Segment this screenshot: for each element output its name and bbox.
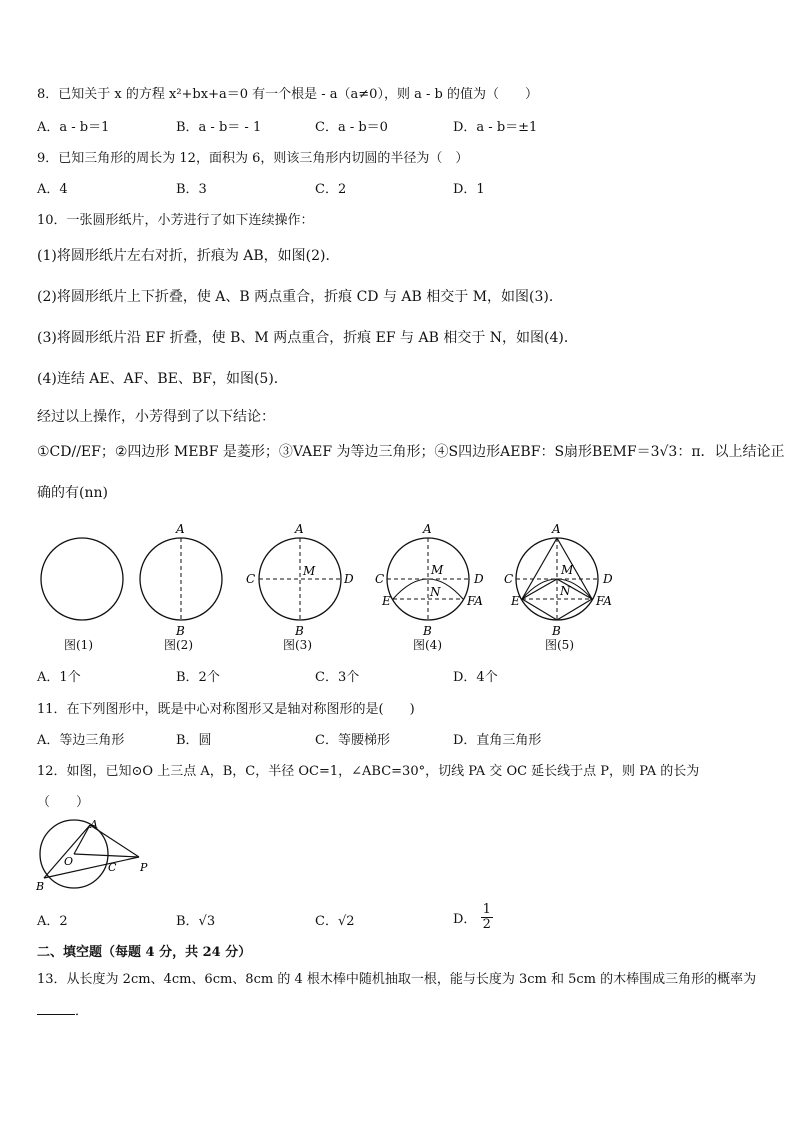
q10-option-b: B．2个 (176, 670, 220, 685)
q13-answer-line (37, 1000, 88, 1019)
q12-segment-bp (44, 857, 139, 878)
section2-title: 二、填空题（每题 4 分，共 24 分） (37, 945, 252, 960)
q13-stem: 13．从长度为 2cm、4cm、6cm、8cm 的 4 根木棒中随机抽取一根，能与长度为 3cm 和 5cm 的木棒围成三角形的概率为 (37, 972, 757, 987)
q12-segment-ba (44, 825, 90, 878)
q12-label-c: C (108, 861, 117, 874)
q8-option-c: C．a - b＝0 (315, 120, 388, 135)
q12-option-d (453, 903, 493, 932)
q10-figures (30, 515, 630, 665)
q12-stem: 12．如图，已知⊙O 上三点 A，B，C，半径 OC=1，∠ABC=30°，切线 PA 交 OC 延长线于点 P，则 PA 的长为 (37, 764, 700, 779)
q9-option-b: B．3 (176, 182, 207, 197)
q10-conclusions: ①CD//EF；②四边形 MEBF 是菱形；③VAEF 为等边三角形；④S四边形AEBF：S扇形BEMF＝3√3：π．以上结论正 (37, 444, 785, 460)
fig5-label-a: A (552, 522, 561, 536)
q12-label-a: A (90, 818, 98, 831)
q12-option-b: B．√3 (176, 914, 216, 929)
q13-tail: ． (75, 1004, 89, 1019)
q13-answer-blank[interactable] (37, 1002, 75, 1015)
q12-option-c: C．√2 (315, 914, 355, 929)
fig2-circle (140, 538, 222, 620)
q8-option-b: B．a - b＝ - 1 (176, 120, 262, 135)
fig3-label-c: C (246, 572, 256, 586)
fig5-label-n: N (560, 584, 571, 598)
fig5-label-m: M (561, 563, 574, 577)
fig2-label-b: B (176, 624, 185, 638)
q11-option-a: A．等边三角形 (37, 733, 125, 748)
fig5-label-e: E (511, 594, 520, 608)
fig4-label-a: A (423, 522, 432, 536)
q9-stem: 9．已知三角形的周长为 12，面积为 6，则该三角形内切圆的半径为（ ） (37, 151, 469, 166)
fig3-label-a: A (295, 522, 304, 536)
q12-frac-denominator: 2 (482, 917, 491, 932)
fig4-label-f: FA (467, 594, 483, 608)
fig2-caption: 图(2) (164, 638, 193, 652)
q10-step-1: (1)将圆形纸片左右对折，折痕为 AB，如图(2)． (37, 248, 340, 264)
q9-option-c: C．2 (315, 182, 347, 197)
fig4-label-c: C (375, 572, 385, 586)
q10-step-4: (4)连结 AE、AF、BE、BF，如图(5)． (37, 371, 288, 387)
q11-option-c: C．等腰梯形 (315, 733, 390, 748)
fig4-caption: 图(4) (413, 638, 442, 652)
q10-option-d: D．4个 (453, 670, 498, 685)
q12-label-b: B (36, 880, 45, 893)
fig5-segment-be (522, 599, 557, 620)
fig5-label-c: C (504, 572, 514, 586)
fig4-label-m: M (431, 563, 444, 577)
q10-step-3: (3)将圆形纸片沿 EF 折叠，使 B、M 两点重合，折痕 EF 与 AB 相交于 N，如图(4)． (37, 330, 578, 346)
q12-frac-numerator: 1 (482, 902, 491, 917)
fig5-label-f: FA (596, 594, 612, 608)
fig1-circle (41, 538, 123, 620)
fig3-label-m: M (303, 564, 316, 578)
q9-option-a: A．4 (37, 182, 68, 197)
q12-option-d-fraction (481, 903, 493, 932)
fig4-label-b: B (423, 624, 432, 638)
q10-stem: 10．一张圆形纸片，小芳进行了如下连续操作： (37, 213, 314, 228)
q12-option-d-label: D． (453, 912, 477, 927)
q11-option-d: D．直角三角形 (453, 733, 542, 748)
q12-segment-oa (74, 825, 90, 854)
fig3-circle (259, 538, 341, 620)
fig4-label-e: E (382, 594, 391, 608)
q10-step-2: (2)将圆形纸片上下折叠，使 A、B 两点重合，折痕 CD 与 AB 相交于 M，如图(3)． (37, 289, 563, 305)
q12-option-a: A．2 (37, 914, 68, 929)
q12-label-o: O (64, 855, 74, 868)
q12-label-p: P (140, 861, 148, 874)
fig4-label-d: D (474, 572, 484, 586)
fig5-segment-bf (557, 599, 592, 620)
q12-segment-op (74, 854, 139, 857)
fig5-label-d: D (603, 572, 613, 586)
q12-paren: （ ） (37, 795, 90, 810)
q11-stem: 11．在下列图形中，既是中心对称图形又是轴对称图形的是( ) (37, 702, 415, 717)
q10-conclusions-cont: 确的有(nn) (37, 485, 108, 501)
q9-option-d: D．1 (453, 182, 485, 197)
q8-option-a: A．a - b＝1 (37, 120, 110, 135)
fig4-label-n: N (430, 585, 441, 599)
q8-stem: 8．已知关于 x 的方程 x²+bx+a＝0 有一个根是 - a（a≠0），则 a - b 的值为（ ） (37, 87, 538, 102)
fig5-caption: 图(5) (545, 638, 574, 652)
q10-option-c: C．3个 (315, 670, 360, 685)
fig3-label-d: D (344, 572, 354, 586)
q11-option-b: B．圆 (176, 733, 212, 748)
q10-intro: 经过以上操作，小芳得到了以下结论： (37, 409, 275, 425)
fig3-caption: 图(3) (283, 638, 312, 652)
fig3-label-b: B (295, 624, 304, 638)
fig1-caption: 图(1) (64, 638, 93, 652)
fig5-label-b: B (552, 624, 561, 638)
fig2-label-a: A (176, 522, 185, 536)
q8-option-d: D．a - b＝±1 (453, 120, 538, 135)
q12-figure (34, 816, 164, 896)
q10-option-a: A．1个 (37, 670, 81, 685)
fig5-segment-ae (522, 538, 557, 599)
